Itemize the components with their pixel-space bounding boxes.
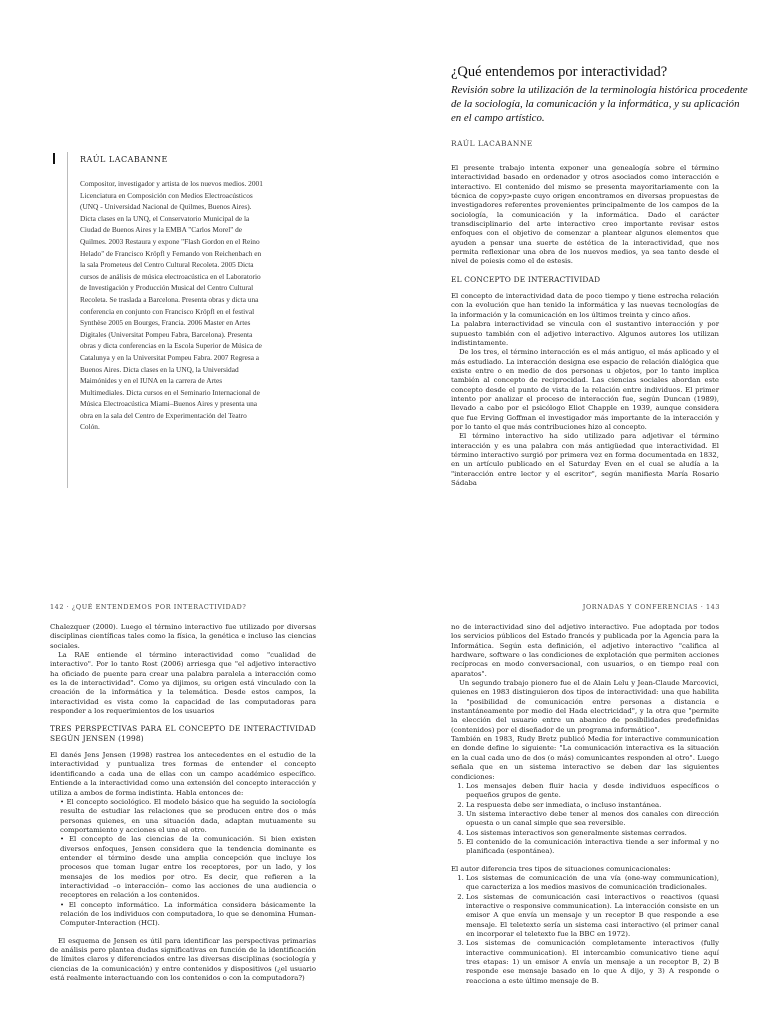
body-paragraph: El término interactivo ha sido utilizado para adjetivar el término interacción y es una palabra con más antigüedad que interactividad. El término interactivo surgió por primera vez en forma documentada en 1832, en un artículo publicado en el Saturday Even en el cual se aludía a la "interacción entre lector y el escritor", según manifiesta María Rosario Sádaba xyxy=(451,432,719,487)
page-footer-left: 142 · ¿QUÉ ENTENDEMOS POR INTERACTIVIDAD? xyxy=(50,603,247,611)
conditions-list xyxy=(451,782,719,857)
sidebar-author-name: RAÚL LACABANNE xyxy=(80,155,168,164)
body-paragraph: La RAE entiende el término interactividad como "cualidad de interactivo". Por lo tanto Rost (2006) arriesga que "el adjetivo interactivo ha oficiado de puente para crear una palabra paralela a interacción como es la de interactividad". Como ya dijimos, su origen está vinculado con la creación de la informática y la telemática. Desde estos campos, la interactividad es vista como la capacidad de las computadoras para responder a los requerimientos de los usuarios xyxy=(50,651,316,716)
list-item: • El concepto de las ciencias de la comunicación. Si bien existen diversos enfoques, Jensen considera que la tendencia dominante es entender el término desde una amplia concepción que incluye los procesos que toman lugar entre los receptores, por un lado, y los mensajes de los medios por otro. Es decir, que refieren a la interactividad –o interacción– como las acciones de una audiencia o receptores en relación a los contenidos. xyxy=(60,835,316,900)
body-paragraph: Un segundo trabajo pionero fue el de Alain Lelu y Jean-Claude Marcovici, quienes en 1983 distinguieron dos tipos de interactividad: una que habilita la "posibilidad de comunicación entre personas a distancia e instantáneamente por medio del Hada electricidad", y la otra que "permite la elección del usuario entre un abanico de posibilidades predefinidas (contenidos) por el diseñador de un programa informático". xyxy=(451,679,719,734)
list-item: • El concepto informático. La informática considera básicamente la relación de los individuos con computadora, lo que se denomina Human-Computer-Interaction (HCI). xyxy=(60,900,316,928)
list-item: • El concepto sociológico. El modelo básico que ha seguido la sociología resulta de estudiar las relaciones que se producen entre dos o más personas quienes, en una situación dada, adaptan mutuamente su comportamiento y acciones el uno al otro. xyxy=(60,797,316,834)
author-bio: Compositor, investigador y artista de los nuevos medios. 2001 Licenciatura en Composición con Medios Electroacústicos (UNQ - Universidad Nacional de Quilmes, Buenos Aires). Dicta clases en la UNQ, el Conservatorio Municipal de la Ciudad de Buenos Aires y la EMBA "Carlos Morel" de Quilmes. 2003 Restaura y expone "Flash Gordon en el Reino Helado" de Francisco Kröpfl y Fernando von Reichenbach en la sala Prometeus del Centro Cultural Recoleta. 2005 Dicta cursos de análisis de música electroacústica en el Laboratorio de Investigación y Producción Musical del Centro Cultural Recoleta. Se traslada a Barcelona. Presenta obras y dicta una conferencia en conjunto con Francisco Kröpfl en el festival Synthèse 2005 en Bourges, Francia. 2006 Master en Artes Digitales (Universitat Pompeu Fabra, Barcelona). Presenta obras y dicta conferencias en la Escola Superior de Música de Catalunya y en la Universitat Pompeu Fabra. 2007 Regresa a Buenos Aires. Dicta clases en la UNQ, la Universidad Maimónides y en el IUNA en la carrera de Artes Multimediales. Dicta cursos en el Seminario Internacional de Música Electroacústica Miami–Buenos Aires y presenta una obra en la sala del Centro de Experimentación del Teatro Colón. xyxy=(80,179,263,432)
body-paragraph: El autor diferencia tres tipos de situaciones comunicacionales: xyxy=(451,864,671,873)
list-item: 1. Los mensajes deben fluir hacia y desde individuos específicos o pequeños grupos de gente. xyxy=(466,782,719,801)
sidebar-divider xyxy=(67,152,68,488)
body-paragraph: El esquema de Jensen es útil para identificar las perspectivas primarias de análisis pero plantea dudas significativas en función de la identificación de límites claros y diferenciados entre las diversas disciplinas (sociología y ciencias de la comunicación) y entre contenidos y dispositivos (¿el usuario está realmente interactuando con los contenidos o con la computadora?) xyxy=(50,936,316,983)
article-subtitle: Revisión sobre la utilización de la terminología histórica procedente de la sociología, la comunicación y la informática, y su aplicación en el campo artístico. xyxy=(451,84,748,124)
body-paragraph: El concepto de interactividad data de poco tiempo y tiene estrecha relación con la evolución que han tenido la informática y las nuevas tecnologías de la información y la comunicación en los últimos treinta y cinco años. xyxy=(451,292,719,319)
sidebar-marker xyxy=(53,153,55,164)
body-paragraph: De los tres, el término interacción es el más antiguo, el más aplicado y el más estudiado. La interacción designa ese espacio de relación dialógica que existe entre o en medio de dos personas u objetos, por lo tanto implica también al concepto de reciprocidad. Las ciencias sociales abordan este concepto desde el punto de vista de la relación entre individuos. El primer intento por analizar el proceso de interacción fue, según Duncan (1989), llevado a cabo por el psicólogo Eliot Chapple en 1939, aunque considera que fue Erving Goffman el investigador más importante de la interacción y por lo tanto el que más contribuciones hizo al concepto. xyxy=(451,348,719,431)
situations-list xyxy=(451,874,719,986)
body-paragraph: También en 1983, Rudy Bretz publicó Media for interactive communication en donde define lo siguiente: "La comunicación interactiva es la situación en la cual cada uno de dos (o más) comunicantes responden al otro". Luego señala que en un sistema interactivo se deben dar las siguientes condiciones: xyxy=(451,735,719,781)
left-page-column xyxy=(50,623,316,983)
article-title: ¿Qué entendemos por interactividad? xyxy=(451,64,668,80)
list-item: 2. La respuesta debe ser inmediata, o incluso instantánea. xyxy=(466,801,719,810)
article-byline: RAÚL LACABANNE xyxy=(451,139,533,148)
section-heading: TRES PERSPECTIVAS PARA EL CONCEPTO DE INTERACTIVIDAD SEGÚN JENSEN (1998) xyxy=(50,724,316,743)
right-page-column xyxy=(451,623,719,986)
intro-paragraph: El presente trabajo intenta exponer una genealogía sobre el término interactividad basado en ordenador y otros asociados como interacción e interactivo. El contenido del mismo se presenta mayoritariamente con la técnica de copy>paste cuyo origen encontramos en diversas propuestas de investigadores referentes provenientes principalmente de los campos de la sociología, la comunicación y la informática. Dado el carácter transdisciplinario del arte interactivo creo importante revisar estos enfoques con el objetivo de comenzar a plantear algunos elementos que ayuden a pensar una suerte de estética de la interactividad, que nos permita reflexionar una obra de los nuevos medios, ya sea tanto desde el nivel de poiesis como el de estesis. xyxy=(451,164,719,266)
body-paragraph: La palabra interactividad se vincula con el sustantivo interacción y por supuesto también con el adjetivo interactivo. Algunos autores los utilizan indistintamente. xyxy=(451,320,719,347)
list-item: 3. Un sistema interactivo debe tener al menos dos canales con dirección opuesta o un canal simple que sea reversible. xyxy=(466,810,719,829)
perspective-list xyxy=(50,798,316,929)
list-item: 2. Los sistemas de comunicación casi interactivos o reactivos (quasi interactive o responsive communication). La interacción consiste en un emisor A que envía un mensaje y un receptor B que responde a ese mensaje. El teletexto sería un sistema casi interactivo (el primer canal en incorporar el teletexto fue la BBC en 1972). xyxy=(466,893,719,940)
body-paragraph: Chalezquer (2000). Luego el término interactivo fue utilizado por diversas disciplinas científicas tales como la física, la genética e incluso las ciencias sociales. xyxy=(50,623,316,650)
body-paragraph: El danés Jens Jensen (1998) rastrea los antecedentes en el estudio de la interactividad y puntualiza tres formas de entender el concepto identificando a cada una de ellas con un campo académico específico. Entiende a la interactividad como una extensión del concepto interacción y utiliza a ambos de forma indistinta. Habla entonces de: xyxy=(50,751,316,797)
body-paragraph: no de interactividad sino del adjetivo interactivo. Fue adoptada por todos los servicios públicos del Estado francés y publicada por la Agencia para la Informática. Según esta definición, el adjetivo interactivo "califica al hardware, software o las condiciones de explotación que permiten acciones recíprocas en modo conversacional, con usuarios, o en tiempo real con aparatos". xyxy=(451,623,719,678)
section-heading: EL CONCEPTO DE INTERACTIVIDAD xyxy=(451,274,601,284)
list-item: 5. El contenido de la comunicación interactiva tiende a ser informal y no planificada (espontánea). xyxy=(466,838,719,857)
list-item: 1. Los sistemas de comunicación de una vía (one-way communication), que caracteriza a los medios masivos de comunicación tradicionales. xyxy=(466,874,719,893)
list-item: 4. Los sistemas interactivos son generalmente sistemas cerrados. xyxy=(466,829,719,838)
intro-column xyxy=(451,164,719,488)
page-footer-right: JORNADAS Y CONFERENCIAS · 143 xyxy=(582,603,720,611)
list-item: 3. Los sistemas de comunicación completamente interactivos (fully interactive communication). El intercambio comunicativo tiene aquí tres etapas: 1) un emisor A envía un mensaje a un receptor B, 2) B responde ese mensaje basado en lo que A dijo, y 3) A responde o reacciona a este último mensaje de B. xyxy=(466,939,719,986)
